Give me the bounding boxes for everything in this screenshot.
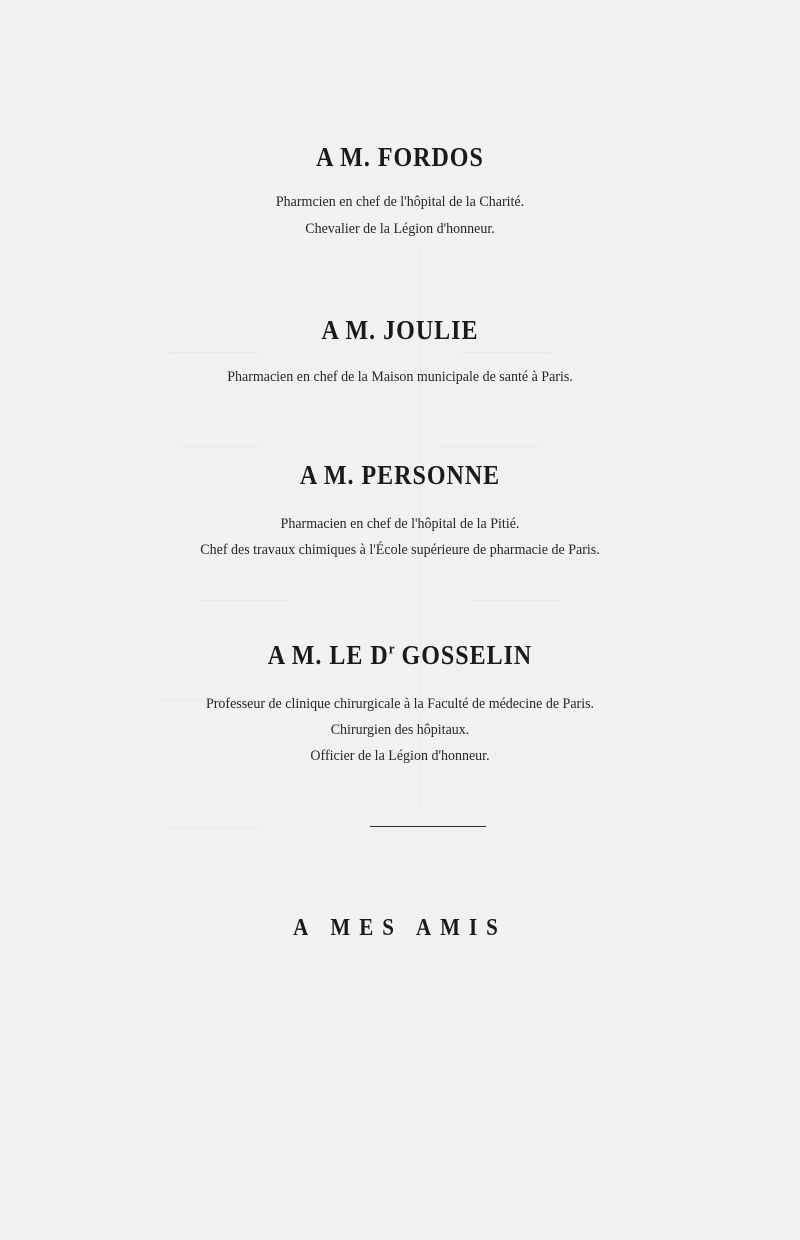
divider-rule [370, 826, 486, 827]
dedication-line: Pharmcien en chef de l'hôpital de la Charité. [275, 194, 525, 211]
dedication-line: Officier de la Légion d'honneur. [310, 748, 490, 765]
dedication-line: Professeur de clinique chirurgicale à la Faculté de médecine de Paris. [205, 696, 595, 713]
heading-suffix: GOSSELIN [394, 641, 533, 671]
dedication-line: Chef des travaux chimiques à l'École supérieure de pharmacie de Paris. [200, 542, 600, 559]
closing-heading: A MES AMIS [293, 913, 507, 941]
dedication-heading-joulie: A M. JOULIE [321, 315, 479, 346]
dedication-heading-personne: A M. PERSONNE [299, 460, 501, 491]
dedication-heading-fordos: A M. FORDOS [316, 142, 484, 173]
dedication-line: Chirurgien des hôpitaux. [330, 722, 470, 739]
heading-prefix: A M. LE D [267, 641, 389, 671]
dedication-line: Pharmacien en chef de l'hôpital de la Pitié. [280, 516, 520, 533]
heading-superscript: r [388, 639, 395, 658]
dedication-line: Chevalier de la Légion d'honneur. [305, 221, 495, 238]
dedication-line: Pharmacien en chef de la Maison municipale de santé à Paris. [227, 369, 573, 386]
dedication-heading-gosselin [0, 640, 800, 672]
